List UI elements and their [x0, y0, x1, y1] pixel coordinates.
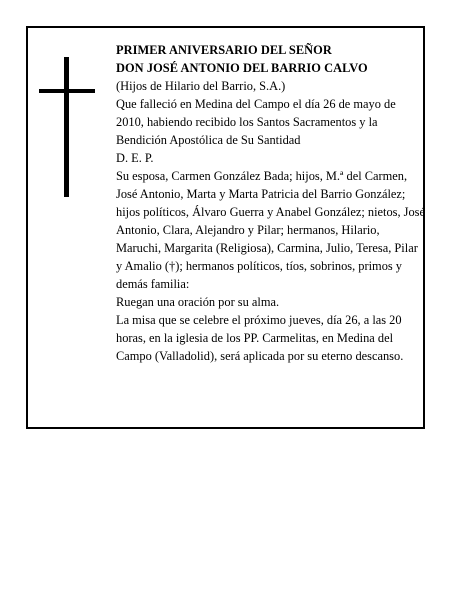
notice-title-line-2: DON JOSÉ ANTONIO DEL BARRIO CALVO — [116, 61, 368, 75]
rip-text: D. E. P. — [116, 151, 154, 165]
prayer-request: Ruegan una oración por su alma. — [116, 295, 280, 309]
notice-text-block — [116, 41, 426, 365]
obituary-notice — [26, 26, 425, 429]
cross-vertical-bar — [64, 57, 69, 197]
family-paragraph: Su esposa, Carmen González Bada; hijos, M.ª del Carmen, José Antonio, Marta y Marta Patricia del Barrio González; hijos políticos, Álvaro Guerra y Anabel González; nietos, José Antonio, Clara, Alejandro y Pilar; hermanos, Hilario, Maruchi, Margarita (Religiosa), Carmina, Julio, Teresa, Pilar y Amalio (†); hermanos políticos, tíos, sobrinos, primos y demás familia: — [116, 169, 426, 291]
cross-icon — [39, 57, 95, 197]
cross-horizontal-bar — [39, 89, 95, 93]
notice-title-line-1: PRIMER ANIVERSARIO DEL SEÑOR — [116, 43, 332, 57]
death-paragraph: Que falleció en Medina del Campo el día 26 de mayo de 2010, habiendo recibido los Santos Sacramentos y la Bendición Apostólica de Su Santidad — [116, 97, 396, 147]
company-name: (Hijos de Hilario del Barrio, S.A.) — [116, 79, 286, 93]
mass-paragraph: La misa que se celebre el próximo jueves, día 26, a las 20 horas, en la iglesia de los PP. Carmelitas, en Medina del Campo (Valladolid), será aplicada por su eterno descanso. — [116, 313, 404, 363]
